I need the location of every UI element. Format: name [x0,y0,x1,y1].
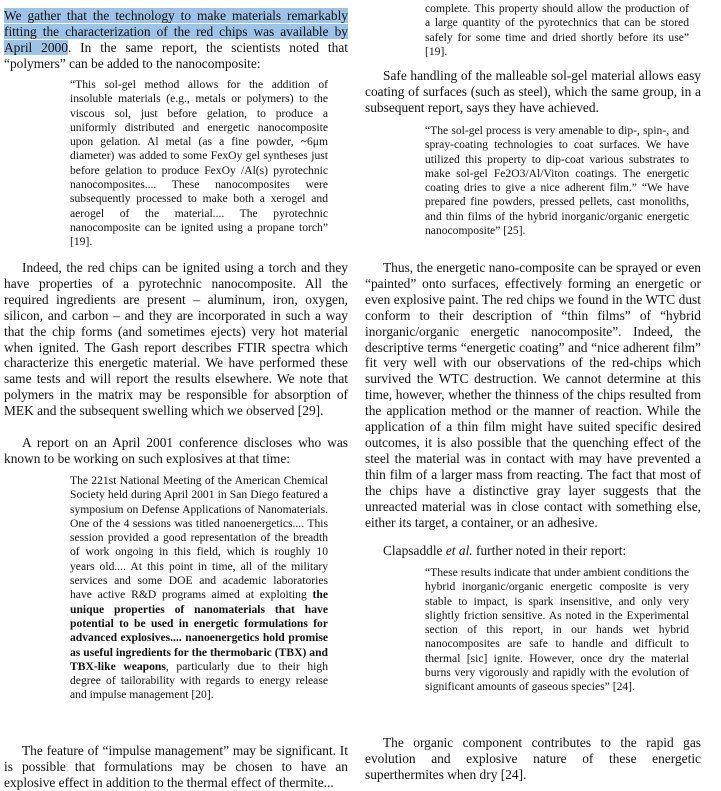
highlighted-text[interactable]: We gather that the technology to make materials remarkably fitting the characterization of the red chips was available by April 2000 [4,8,348,55]
paragraph-4: The feature of “impulse management” may be significant. It is possible that formulations may be chosen to have an explosive effect in addition to the thermal effect of thermite... [4,743,348,790]
block-quote-coating: “The sol-gel process is very amenable to dip-, spin-, and spray-coating technologies to coat surfaces. We have utilized this property to dip-coat various substrates to make sol-gel Fe2O3/Al/Viton coatings. The energetic coating dries to give a nice adherent film.” “We have prepared fine powders, pressed pellets, cast monoliths, and thin films of the hybrid inorganic/organic energetic nanocomposite” [25]. [425,124,689,238]
paragraph-clapsaddle: Clapsaddle et al. further noted in their report: [383,543,627,558]
block-quote-acs-meeting: The 221st National Meeting of the American Chemical Society held during April 2001 in San Diego featured a symposium on Defense Applications of Nanomaterials. One of the 4 sessions was titled nanoenergetics.... This session provided a good representation of the breadth of work ongoing in this field, which is roughly 10 years old.... At this point in time, all of the military services and some DOE and academic laboratories have active R&D programs aimed at exploiting the unique properties of nanomaterials that have potential to be used in energetic formulations for advanced explosives.... nanoenergetics hold promise as useful ingredients for the thermobaric (TBX) and TBX-like weapons, particularly due to their high degree of tailorability with regards to energy release and impulse management [20]. [70,474,328,702]
block-quote-continued: complete. This property should allow the production of a large quantity of the pyrotechnics that can be stored safely for some time and dried shortly before its use” [19]. [425,2,689,58]
block-quote-stability: “These results indicate that under ambient conditions the hybrid inorganic/organic energetic composite is very stable to impact, is spark insensitive, and only very slightly friction sensitive. As noted in the Experimental section of this report, in our hands wet hybrid nanocomposites are safe to handle and difficult to thermal [sic] ignite. However, once dry the material burns very vigorously and rapidly with the evolution of significant amounts of gaseous species” [24]. [425,566,689,694]
paragraph-1: We gather that the technology to make materials remarkably fitting the characterization of the red chips was available by April 2000. In the same report, the scientists noted that “polymers” can be added to the nanocomposite: [4,8,348,71]
block-quote-sol-gel: “This sol-gel method allows for the addition of insoluble materials (e.g., metals or polymers) to the viscous sol, just before gelation, to produce a uniformly distributed and energetic nanocomposite upon gelation. Al metal (as a fine powder, ~6μm diameter) was added to some FexOy gel syntheses just before gelation to produce FexOy /Al(s) pyrotechnic nanocomposites.... These nanocomposites were subsequently processed to make both a xerogel and aerogel of the material.... The pyrotechnic nanocomposite can be ignited using a propane torch” [19]. [70,78,328,249]
paragraph-safe-handling: Safe handling of the malleable sol-gel material allows easy coating of surfaces (such as steel), which the same group, in a subsequent report, says they have achieved. [365,68,701,115]
paragraph-2: Indeed, the red chips can be ignited using a torch and they have properties of a pyrotechnic nanocomposite. All the required ingredients are present – aluminum, iron, oxygen, silicon, and carbon – and they are incorporated in such a way that the chip forms (and sometimes ejects) very hot material when ignited. The Gash report describes FTIR spectra which characterize this energetic material. We have performed these same tests and will report the results elsewhere. We note that polymers in the matrix may be responsible for absorption of MEK and the subsequent swelling which we observed [29]. [4,260,348,419]
paragraph-thin-films: Thus, the energetic nano-composite can be sprayed or even “painted” onto surfaces, effectively forming an energetic or even explosive paint. The red chips we found in the WTC dust conform to their description of “thin films” of “hybrid inorganic/organic energetic nanocomposite”. Indeed, the descriptive terms “energetic coating” and “nice adherent film” fit very well with our observations of the red-chips which survived the WTC destruction. We cannot determine at this time, however, whether the thinness of the chips resulted from the application method or the manner of reaction. While the application of a thin film might have suited specific desired outcomes, it is also possible that the quenching effect of the steel the material was in contact with may have prevented a thin film of a larger mass from reacting. The fact that most of the chips have a distinctive gray layer suggests that the unreacted material was in close contact with something else, either its target, a container, or an adhesive. [365,260,701,530]
paragraph-organic-component: The organic component contributes to the rapid gas evolution and explosive nature of these energetic superthermites when dry [24]. [365,735,701,782]
paragraph-3: A report on an April 2001 conference discloses who was known to be working on such explosives at that time: [4,435,348,466]
